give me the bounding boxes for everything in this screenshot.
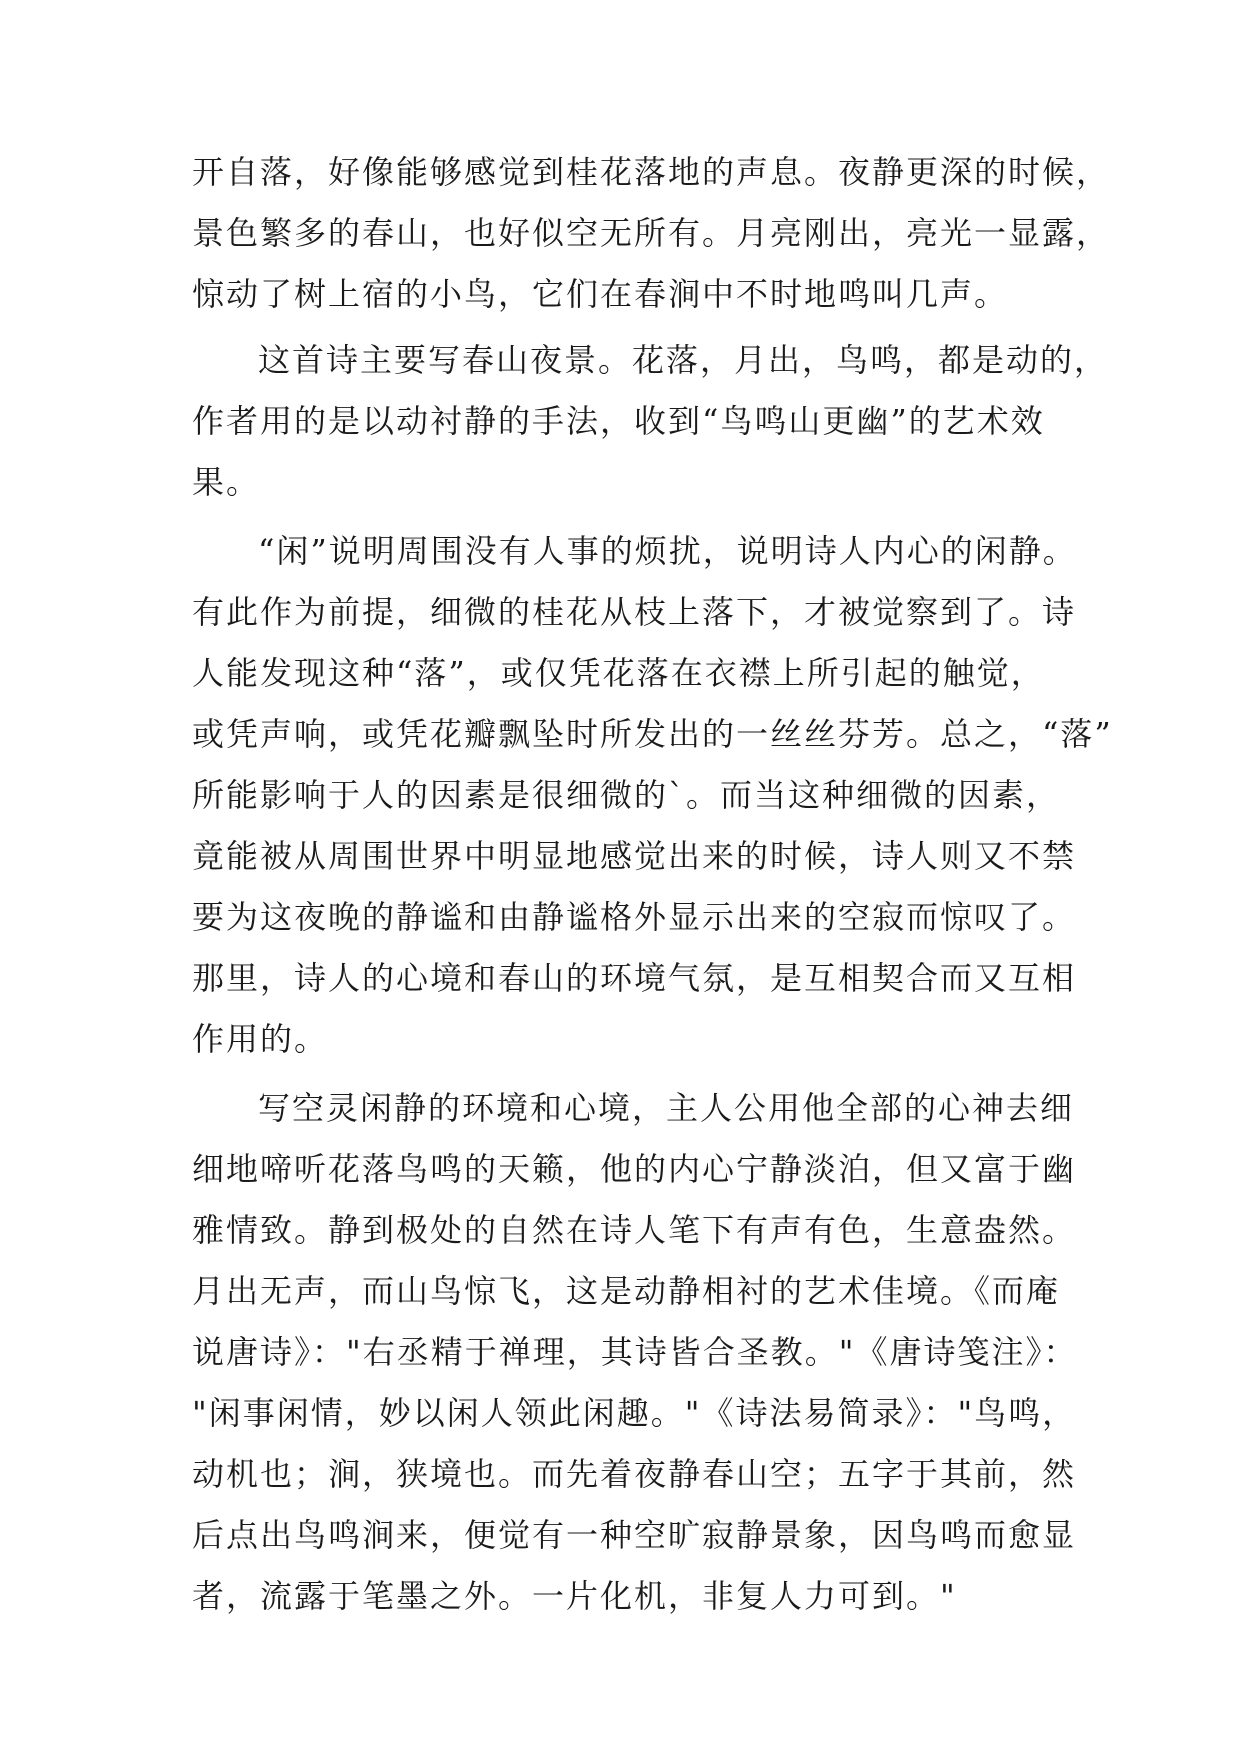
text-line: 要为这夜晚的静谧和由静谧格外显示出来的空寂而惊叹了。 — [192, 898, 1077, 936]
paragraph-first-line: 写空灵闲静的环境和心境，主人公用他全部的心神去细 — [258, 1089, 1075, 1127]
text-line: 惊动了树上宿的小鸟，它们在春涧中不时地鸣叫几声。 — [192, 275, 1009, 313]
text-line: 开自落，好像能够感觉到桂花落地的声息。夜静更深的时候， — [192, 153, 1111, 191]
text-line: 说唐诗》："右丞精于禅理，其诗皆合圣教。"《唐诗笺注》： — [192, 1333, 1078, 1371]
text-line: 月出无声，而山鸟惊飞，这是动静相衬的艺术佳境。《而庵 — [192, 1272, 1061, 1310]
text-line: 作用的。 — [192, 1020, 329, 1058]
text-line: 动机也；涧，狭境也。而先着夜静春山空；五字于其前，然 — [192, 1455, 1077, 1493]
text-line: 作者用的是以动衬静的手法，收到“鸟鸣山更幽”的艺术效 — [192, 402, 1045, 440]
text-line: 景色繁多的春山，也好似空无所有。月亮刚出，亮光一显露， — [192, 214, 1111, 252]
paragraph-first-line: “闲”说明周围没有人事的烦扰，说明诗人内心的闲静。 — [258, 532, 1077, 570]
text-line: 或凭声响，或凭花瓣飘坠时所发出的一丝丝芬芳。总之，“落” — [192, 715, 1113, 753]
text-line: 果。 — [192, 463, 261, 501]
text-line: 那里，诗人的心境和春山的环境气氛，是互相契合而又互相 — [192, 959, 1077, 997]
text-line: 有此作为前提，细微的桂花从枝上落下，才被觉察到了。诗 — [192, 593, 1077, 631]
text-line: 竟能被从周围世界中明显地感觉出来的时候，诗人则又不禁 — [192, 837, 1077, 875]
paragraph-first-line: 这首诗主要写春山夜景。花落，月出，鸟鸣，都是动的， — [258, 341, 1109, 379]
text-line: 后点出鸟鸣涧来，便觉有一种空旷寂静景象，因鸟鸣而愈显 — [192, 1516, 1077, 1554]
text-line: "闲事闲情，妙以闲人领此闲趣。"《诗法易简录》："鸟鸣， — [192, 1394, 1077, 1432]
text-line: 人能发现这种“落”，或仅凭花落在衣襟上所引起的触觉， — [192, 654, 1045, 692]
text-line: 所能影响于人的因素是很细微的`。而当这种细微的因素， — [192, 776, 1061, 814]
text-line: 雅情致。静到极处的自然在诗人笔下有声有色，生意盎然。 — [192, 1211, 1077, 1249]
text-line: 细地啼听花落鸟鸣的天籁，他的内心宁静淡泊，但又富于幽 — [192, 1150, 1077, 1188]
text-line: 者，流露于笔墨之外。一片化机，非复人力可到。" — [192, 1577, 957, 1615]
